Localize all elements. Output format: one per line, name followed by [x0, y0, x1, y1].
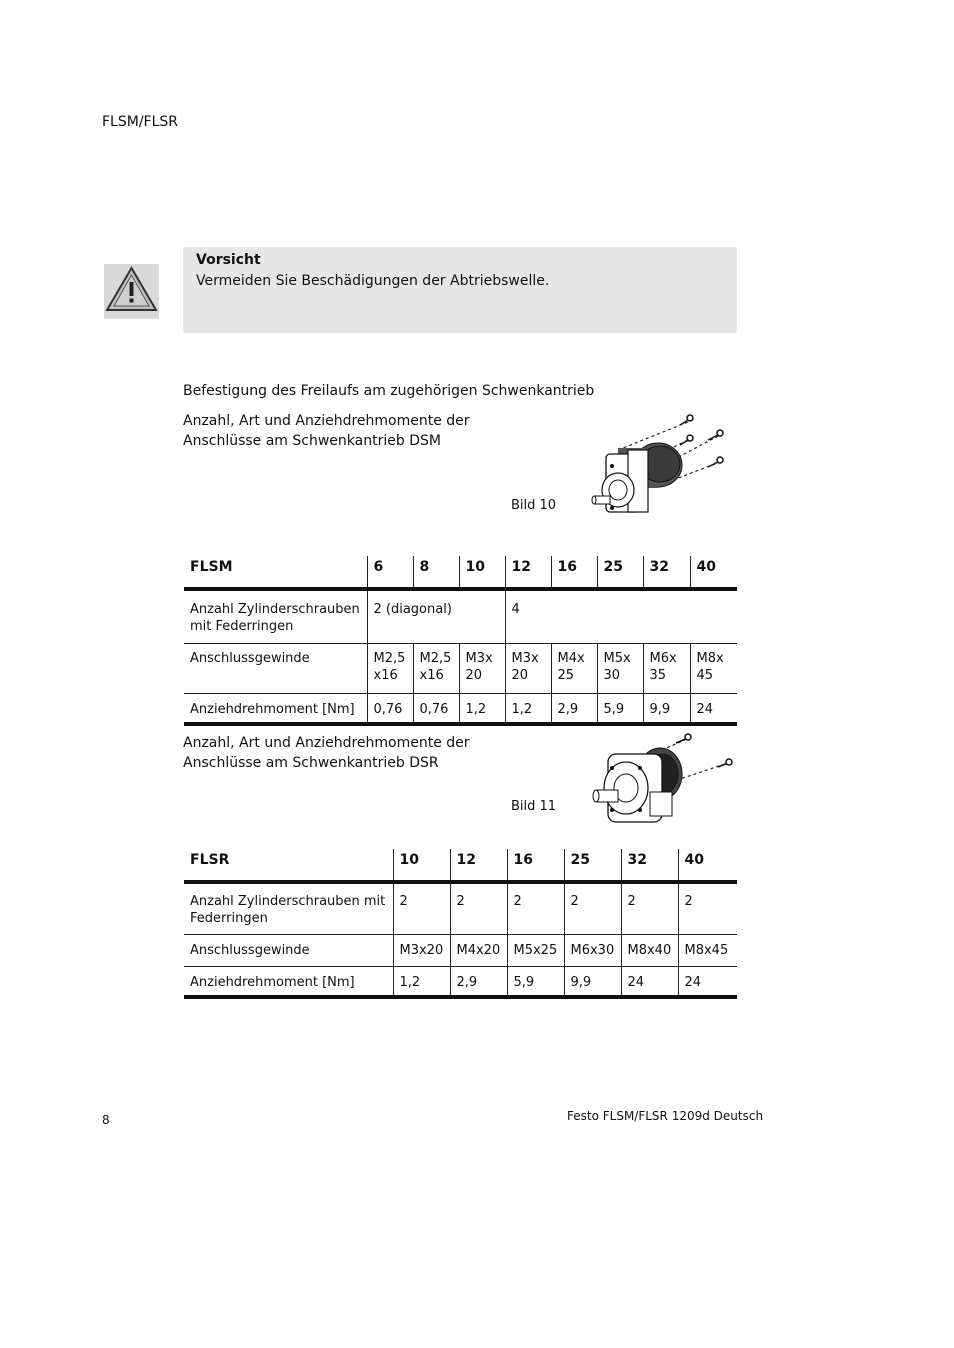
table-cell: M8x45	[678, 934, 737, 966]
table-cell: 0,76	[413, 693, 459, 724]
table-row	[184, 693, 737, 724]
flsm-header-cell: 40	[690, 556, 737, 589]
flsm-header-cell: FLSM	[184, 556, 367, 589]
page-number: 8	[102, 1113, 110, 1127]
cell-line: M4x	[557, 650, 585, 666]
table-cell	[413, 643, 459, 693]
table-cell: 1,2	[459, 693, 505, 724]
flsm-table	[184, 556, 737, 726]
table-cell: 5,9	[507, 966, 564, 997]
table-cell: M6x30	[564, 934, 621, 966]
table-row	[184, 966, 737, 997]
flsm-header-row	[184, 556, 737, 589]
table-cell: 2 (diagonal)	[367, 589, 505, 643]
table-cell	[597, 643, 643, 693]
cell-line: 45	[696, 667, 714, 683]
row-label: Anzahl Zylinderschrauben mit Federringen	[190, 602, 360, 634]
dsr-intro-line2: Anschlüsse am Schwenkantrieb DSR	[183, 755, 439, 771]
table-cell: M4x20	[450, 934, 507, 966]
dsr-intro-line1: Anzahl, Art und Anziehdrehmomente der	[183, 735, 470, 751]
row-label: Anzahl Zylinderschrauben mit Federringen	[190, 894, 386, 926]
cell-line: M3x	[465, 650, 493, 666]
table-cell: 24	[690, 693, 737, 724]
table-cell: 2	[678, 882, 737, 934]
table-cell: 2,9	[551, 693, 597, 724]
table-cell: 4	[505, 589, 737, 643]
figure-caption-11: Bild 11	[511, 799, 557, 814]
table-cell	[505, 643, 551, 693]
flsm-header-cell: 12	[505, 556, 551, 589]
row-label: Anziehdrehmoment [Nm]	[184, 693, 367, 724]
flsr-header-cell: 40	[678, 849, 737, 882]
dsm-intro-line2: Anschlüsse am Schwenkantrieb DSM	[183, 433, 441, 449]
flsr-header-cell: 25	[564, 849, 621, 882]
flsm-header-cell: 6	[367, 556, 413, 589]
flsr-header-row	[184, 849, 737, 882]
table-cell: M5x25	[507, 934, 564, 966]
flsr-header-cell: FLSR	[184, 849, 393, 882]
cell-line: 20	[511, 667, 529, 683]
flsr-header-cell: 32	[621, 849, 678, 882]
table-cell: 2	[393, 882, 450, 934]
table-row	[184, 934, 737, 966]
flsm-header-cell: 8	[413, 556, 459, 589]
table-cell: 5,9	[597, 693, 643, 724]
table-cell	[643, 643, 690, 693]
cell-line: 20	[465, 667, 483, 683]
figure-caption-10: Bild 10	[511, 498, 557, 513]
table-cell: M3x20	[393, 934, 450, 966]
cell-line: 35	[649, 667, 667, 683]
cell-line: 30	[603, 667, 621, 683]
flsr-header-cell: 12	[450, 849, 507, 882]
table-cell: 24	[678, 966, 737, 997]
section-heading: Befestigung des Freilaufs am zugehörigen Schwenkantrieb	[183, 383, 595, 399]
row-label: Anziehdrehmoment [Nm]	[184, 966, 393, 997]
cell-line: M3x	[511, 650, 539, 666]
table-row	[184, 882, 737, 934]
warning-triangle-icon	[104, 264, 159, 319]
dsr-actuator-illustration	[590, 732, 735, 831]
flsm-header-cell: 16	[551, 556, 597, 589]
table-cell	[367, 643, 413, 693]
warning-box	[183, 247, 737, 333]
cell-line: M6x	[649, 650, 677, 666]
flsr-table	[184, 849, 737, 999]
dsm-actuator-illustration	[588, 410, 733, 529]
flsr-header-cell: 10	[393, 849, 450, 882]
cell-line: 25	[557, 667, 575, 683]
cell-line: x16	[419, 667, 444, 683]
cell-line: M8x	[696, 650, 724, 666]
running-header: FLSM/FLSR	[102, 114, 179, 130]
table-cell: 1,2	[505, 693, 551, 724]
table-cell: 2	[450, 882, 507, 934]
footer-doc-id: Festo FLSM/FLSR 1209d Deutsch	[567, 1109, 764, 1123]
warning-title: Vorsicht	[196, 252, 261, 268]
table-cell: 9,9	[643, 693, 690, 724]
table-cell: 2	[507, 882, 564, 934]
table-cell	[459, 643, 505, 693]
table-cell	[551, 643, 597, 693]
cell-line: M2,5	[373, 650, 406, 666]
table-cell: 2,9	[450, 966, 507, 997]
table-cell: 24	[621, 966, 678, 997]
cell-line: x16	[373, 667, 398, 683]
cell-line: M2,5	[419, 650, 452, 666]
dsm-intro-line1: Anzahl, Art und Anziehdrehmomente der	[183, 413, 470, 429]
table-row	[184, 589, 737, 643]
table-cell: 2	[564, 882, 621, 934]
flsm-header-cell: 10	[459, 556, 505, 589]
table-cell	[690, 643, 737, 693]
table-cell: M8x40	[621, 934, 678, 966]
flsm-header-cell: 32	[643, 556, 690, 589]
flsm-header-cell: 25	[597, 556, 643, 589]
table-cell: 9,9	[564, 966, 621, 997]
table-cell: 0,76	[367, 693, 413, 724]
table-cell: 1,2	[393, 966, 450, 997]
row-label: Anschlussgewinde	[184, 643, 367, 693]
cell-line: M5x	[603, 650, 631, 666]
table-cell: 2	[621, 882, 678, 934]
flsr-header-cell: 16	[507, 849, 564, 882]
table-row	[184, 643, 737, 693]
warning-text: Vermeiden Sie Beschädigungen der Abtriebswelle.	[196, 273, 550, 289]
row-label: Anschlussgewinde	[184, 934, 393, 966]
